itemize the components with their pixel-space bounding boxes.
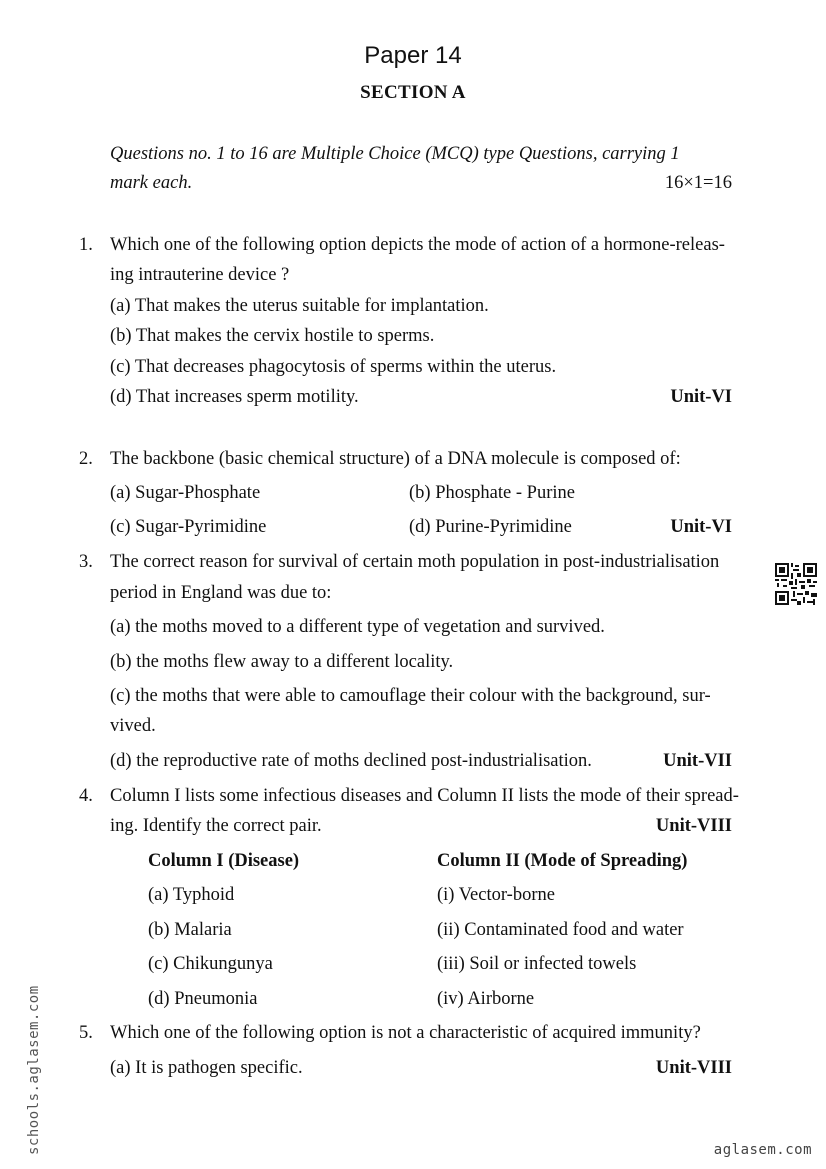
- question-3-number: 3.: [79, 552, 93, 572]
- question-2-option-d: (d) Purine-Pyrimidine: [409, 517, 572, 537]
- question-1-option-c: (c) That decreases phagocytosis of sperms within the uterus.: [110, 357, 557, 377]
- footer-watermark: aglasem.com: [713, 1142, 812, 1158]
- column-2-item: (i) Vector-borne: [437, 885, 555, 905]
- column-2-item: (iii) Soil or infected towels: [437, 954, 637, 974]
- paper-title: Paper 14: [364, 42, 462, 69]
- question-2-option-b: (b) Phosphate - Purine: [409, 483, 575, 503]
- question-5-number: 5.: [79, 1023, 93, 1043]
- question-5-text: Which one of the following option is not a characteristic of acquired immunity?: [110, 1023, 701, 1043]
- question-1-unit: Unit-VI: [670, 387, 732, 407]
- question-3-option-c: (c) the moths that were able to camouflage their colour with the background, sur-: [110, 686, 711, 706]
- question-1-text-cont: ing intrauterine device ?: [110, 265, 290, 285]
- question-4-unit: Unit-VIII: [655, 816, 732, 836]
- section-title: SECTION A: [360, 82, 466, 103]
- column-1-heading: Column I (Disease): [148, 851, 300, 871]
- column-1-item: (b) Malaria: [148, 920, 232, 940]
- question-5-option-a: (a) It is pathogen specific.: [110, 1058, 303, 1078]
- question-1-option-a: (a) That makes the uterus suitable for implantation.: [110, 296, 489, 316]
- question-3-option-a: (a) the moths moved to a different type of vegetation and survived.: [110, 617, 605, 637]
- question-2-option-c: (c) Sugar-Pyrimidine: [110, 517, 267, 537]
- question-4-text: Column I lists some infectious diseases and Column II lists the mode of their spread-: [110, 786, 739, 806]
- instructions-line-1: Questions no. 1 to 16 are Multiple Choice (MCQ) type Questions, carrying 1: [110, 144, 680, 164]
- question-1-option-b: (b) That makes the cervix hostile to sperms.: [110, 326, 435, 346]
- question-3-unit: Unit-VII: [663, 751, 732, 771]
- question-5-unit: Unit-VIII: [655, 1058, 732, 1078]
- instructions-line-2: mark each.: [110, 173, 193, 193]
- question-3-option-b: (b) the moths flew away to a different locality.: [110, 652, 454, 672]
- question-2-text: The backbone (basic chemical structure) of a DNA molecule is composed of:: [110, 449, 681, 469]
- question-2-option-a: (a) Sugar-Phosphate: [110, 483, 261, 503]
- column-2-heading: Column II (Mode of Spreading): [437, 851, 688, 871]
- section-marks: 16×1=16: [664, 173, 732, 193]
- qr-code-icon: [775, 563, 817, 605]
- question-3-option-d: (d) the reproductive rate of moths declined post-industrialisation.: [110, 751, 592, 771]
- question-3-text-cont: period in England was due to:: [110, 583, 332, 603]
- question-1-number: 1.: [79, 235, 93, 255]
- side-watermark: schools.aglasem.com: [26, 985, 42, 1155]
- question-3-text: The correct reason for survival of certain moth population in post-industrialisation: [110, 552, 720, 572]
- column-1-item: (d) Pneumonia: [148, 989, 258, 1009]
- column-1-item: (a) Typhoid: [148, 885, 235, 905]
- column-2-item: (iv) Airborne: [437, 989, 535, 1009]
- question-1-option-d: (d) That increases sperm motility.: [110, 387, 359, 407]
- question-4-number: 4.: [79, 786, 93, 806]
- question-2-unit: Unit-VI: [670, 517, 732, 537]
- question-1-text: Which one of the following option depicts the mode of action of a hormone-releas-: [110, 235, 725, 255]
- column-1-item: (c) Chikungunya: [148, 954, 273, 974]
- question-2-number: 2.: [79, 449, 93, 469]
- question-4-text-cont: ing. Identify the correct pair.: [110, 816, 322, 836]
- question-3-option-c-cont: vived.: [110, 716, 156, 736]
- column-2-item: (ii) Contaminated food and water: [437, 920, 684, 940]
